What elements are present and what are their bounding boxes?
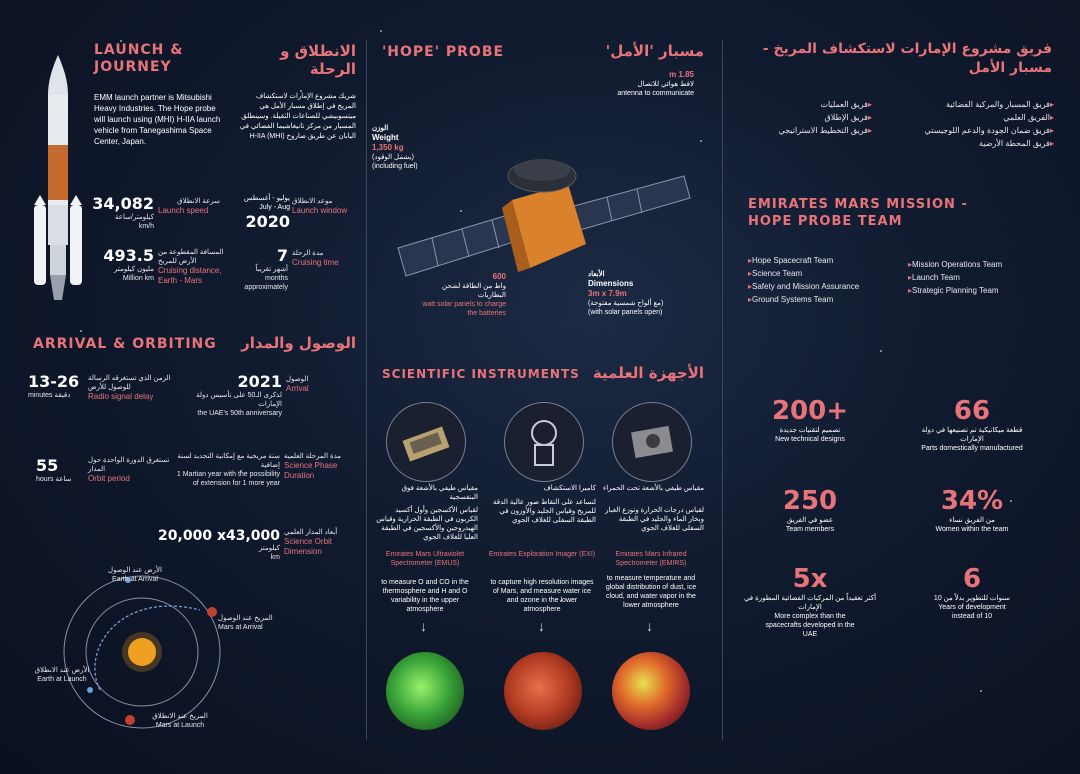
launch-description-en: EMM launch partner is Mitsubishi Heavy Industries. The Hope probe will launch using (MHI) H-IIA launch vehicle from Tanegashima Space Center, Japan. bbox=[94, 93, 221, 146]
stat-label-en: Team members bbox=[785, 526, 835, 533]
launch-speed-unit: km/h bbox=[138, 223, 154, 230]
team-item: ▸ Safety and Mission Assurance bbox=[748, 280, 898, 293]
emirs-arrow-icon: ↓ bbox=[646, 618, 653, 634]
cruise-unit: months approximately bbox=[244, 275, 288, 291]
arrival-label bbox=[286, 375, 352, 394]
mars-arrival-dot bbox=[207, 607, 217, 617]
launch-title-ar: الانطلاق و الرحلة bbox=[280, 42, 356, 78]
stat-label-ar: قطعة ميكانيكية تم تصنيعها في دولة الإمارات bbox=[921, 427, 1023, 443]
rocket-illustration bbox=[30, 55, 86, 305]
earth-arrival-label bbox=[90, 566, 180, 584]
launch-speed-label-ar: سرعة الانطلاق bbox=[177, 198, 220, 205]
exi-desc-ar: لتساعد على التقاط صور عالية الدقة للمريخ وقياس الجليد والأوزون في الطبقة السفلى للغلاف الجوي bbox=[493, 499, 596, 524]
team-item: ▸ Strategic Planning Team bbox=[908, 284, 1048, 297]
stat-label-ar: سنوات للتطوير بدلاً من 10 bbox=[933, 595, 1011, 602]
stat-women bbox=[912, 486, 1032, 534]
mars-arrival-label-en: Mars at Arrival bbox=[218, 624, 263, 631]
stat-development-years bbox=[912, 564, 1032, 621]
signal-delay-label bbox=[88, 374, 184, 402]
stat-label-ar: عضو في الفريق bbox=[786, 517, 834, 524]
stat-value: 66 bbox=[953, 396, 991, 426]
arrival-title-ar: الوصول والمدار bbox=[241, 334, 356, 352]
distance-stat bbox=[84, 246, 154, 283]
power-label-ar: واط من الطاقة لشحن البطاريات bbox=[442, 283, 506, 299]
launch-speed-value: 34,082 bbox=[92, 194, 154, 213]
stat-label-en: Women within the team bbox=[935, 526, 1009, 533]
weight-callout bbox=[372, 124, 452, 171]
distance-label-en: Cruising distance, Earth - Mars bbox=[158, 266, 222, 285]
orbit-dimension-label bbox=[284, 528, 356, 557]
antenna-label-ar: لاقط هوائي للاتصال bbox=[637, 81, 694, 88]
science-phase-stat bbox=[176, 452, 280, 488]
cruise-value: 7 bbox=[276, 246, 288, 265]
arrival-date-stat bbox=[196, 372, 282, 418]
stat-value: 6 bbox=[962, 564, 982, 594]
mars-launch-label-ar: المريخ عند الانطلاق bbox=[152, 713, 208, 720]
team-item: ▸ فريق التخطيط الاستراتيجي bbox=[740, 124, 872, 137]
probe-title-en: 'HOPE' PROBE bbox=[382, 44, 505, 60]
stat-value: 5x bbox=[792, 564, 828, 594]
arrival-note-ar: لذكرى الـ50 على تأسيس دولة الإمارات bbox=[196, 392, 282, 408]
signal-delay-unit: minutes bbox=[28, 392, 53, 399]
antenna-label: antenna to communicate bbox=[617, 90, 694, 97]
team-item: ▸ فريق الإطلاق bbox=[740, 111, 872, 124]
launch-speed-label-en: Launch speed bbox=[158, 206, 209, 215]
stat-label-en: New technical designs bbox=[775, 436, 845, 443]
instruments-title-ar: الأجهزة العلمية bbox=[592, 364, 704, 382]
arrival-year: 2021 bbox=[237, 372, 282, 391]
team-list-en-left bbox=[748, 254, 898, 306]
emus-name: Emirates Mars Ultraviolet Spectrometer (EMUS) bbox=[385, 551, 465, 567]
earth-launch-label bbox=[22, 666, 102, 684]
launch-description-ar: شريك مشروع الإمارات لاستكشاف المريخ في إطلاق مسبار الأمل هي ميتسوبيشي للصناعات الثقيلة. وسينطلق المسبار من مركز تانيغاشيما الفضائي في اليابان عن طريق صاروخ H-IIA (MHI) bbox=[239, 93, 356, 140]
weight-value: 1,350 kg bbox=[372, 143, 404, 152]
team-item: ▸ Mission Operations Team bbox=[908, 258, 1048, 271]
stat-label-ar: أكثر تعقيداً من المركبات الفضائية المطورة في الإمارات bbox=[743, 595, 877, 611]
arrival-title-en: ARRIVAL & ORBITING bbox=[33, 336, 217, 352]
team-item: ▸ فريق ضمان الجودة والدعم اللوجيستي bbox=[876, 124, 1054, 137]
orbit-dimension-value: 20,000 x43,000 bbox=[158, 528, 280, 544]
orbit-period-stat bbox=[36, 456, 80, 484]
distance-label bbox=[158, 248, 224, 286]
launch-window-stat bbox=[218, 194, 290, 231]
dimensions-note-ar: (مع ألواح شمسية مفتوحة) bbox=[588, 300, 664, 307]
team-item: ▸ Science Team bbox=[748, 267, 898, 280]
emus-name-ar: مقياس طيفي بالأشعة فوق البنفسجية bbox=[401, 485, 478, 501]
stat-label-en: Years of development instead of 10 bbox=[938, 604, 1006, 620]
stat-new-designs bbox=[750, 396, 870, 444]
power-label: watt solar panels to charge the batteries bbox=[422, 301, 506, 317]
antenna-callout bbox=[564, 70, 694, 98]
earth-arrival-label-en: Earth at Arrival bbox=[112, 576, 158, 583]
orbit-period-label-en: Orbit period bbox=[88, 474, 130, 483]
column-divider-1 bbox=[366, 40, 367, 740]
orbit-dimension-unit-ar: كيلومتر bbox=[258, 545, 280, 552]
dimensions-value: 3m x 7.9m bbox=[588, 289, 627, 298]
exi-desc: to capture high resolution images of Mars, and measure water ice and ozone in the lower atmosphere bbox=[490, 579, 594, 613]
mars-launch-label-en: Mars at Launch bbox=[155, 722, 205, 729]
distance-unit: Million km bbox=[122, 275, 154, 282]
stat-parts-manufactured bbox=[912, 396, 1032, 453]
team-item: ▸ Hope Spacecraft Team bbox=[748, 254, 898, 267]
emirs-name-ar: مقياس طيفي بالأشعة تحت الحمراء bbox=[602, 485, 704, 492]
team-title-ar: فريق مشروع الإمارات لاستكشاف المريخ - مسبار الأمل bbox=[762, 41, 1052, 76]
team-item: ▸ Ground Systems Team bbox=[748, 293, 898, 306]
arrival-label-ar: الوصول bbox=[286, 376, 309, 383]
stat-label-en: Parts domestically manufactured bbox=[921, 445, 1023, 452]
team-item: ▸ فريق العمليات bbox=[740, 98, 872, 111]
power-value: 600 bbox=[492, 272, 506, 281]
launch-window-value-ar: يوليو - أغسطس bbox=[243, 195, 290, 202]
emirs-desc-ar: لقياس درجات الحرارة وتوزع الغبار وبخار الماء والجليد في الطبقة السفلى للغلاف الجوي bbox=[605, 507, 704, 532]
weight-note-ar: (يشمل الوقود) bbox=[372, 154, 414, 161]
science-phase-label bbox=[284, 452, 356, 481]
launch-speed-unit-ar: كيلومتر/ساعة bbox=[115, 214, 154, 221]
weight-note: (including fuel) bbox=[372, 163, 418, 170]
mars-arrival-label-ar: المريخ عند الوصول bbox=[218, 615, 273, 622]
launch-window-label-ar: موعد الانطلاق bbox=[292, 198, 333, 205]
launch-speed-label bbox=[158, 197, 220, 216]
launch-window-label bbox=[292, 197, 358, 216]
cruise-label-ar: مدة الرحلة bbox=[292, 250, 324, 257]
earth-arrival-label-ar: الأرض عند الوصول bbox=[108, 567, 162, 574]
team-item: ▸ Launch Team bbox=[908, 271, 1048, 284]
signal-delay-label-en: Radio signal delay bbox=[88, 392, 154, 401]
instruments-title-en: SCIENTIFIC INSTRUMENTS bbox=[382, 367, 580, 381]
mars-arrival-label bbox=[218, 614, 288, 632]
cruise-label-en: Cruising time bbox=[292, 258, 339, 267]
signal-delay-value: 13-26 bbox=[28, 372, 80, 391]
exi-name: Emirates Exploration Imager (EXI) bbox=[488, 551, 596, 558]
dimensions-label: Dimensions bbox=[588, 279, 634, 288]
earth-launch-dot bbox=[87, 687, 93, 693]
probe-title-ar: مسبار 'الأمل' bbox=[605, 42, 704, 60]
orbit-dimension-label-ar: أبعاد المدار العلمي bbox=[284, 529, 338, 536]
team-item: ▸ الفريق العلمي bbox=[876, 111, 1054, 124]
weight-label-ar: الوزن bbox=[372, 125, 389, 132]
cruise-stat bbox=[230, 246, 288, 292]
stat-label-en: More complex than the spacecrafts developed in the UAE bbox=[765, 613, 855, 638]
dimensions-callout bbox=[588, 270, 698, 317]
exi-mars-image bbox=[504, 652, 582, 730]
mars-launch-label bbox=[140, 712, 220, 730]
exi-name-ar: كاميرا الاستكشاف bbox=[543, 485, 596, 492]
distance-value: 493.5 bbox=[103, 246, 154, 265]
antenna-value: 1.85 m bbox=[669, 70, 694, 79]
distance-label-ar: المسافة المقطوعة من الأرض للمريخ bbox=[158, 249, 224, 265]
team-title-en: EMIRATES MARS MISSION - HOPE PROBE TEAM bbox=[748, 197, 968, 229]
stat-complexity bbox=[740, 564, 880, 639]
science-phase-value: 1 Martian year with the possibility of extension for 1 more year bbox=[176, 471, 280, 487]
emus-arrow-icon: ↓ bbox=[420, 618, 427, 634]
signal-delay-unit-ar: دقيقة bbox=[54, 392, 71, 399]
power-callout bbox=[416, 272, 506, 318]
weight-label: Weight bbox=[372, 133, 399, 142]
emus-desc: to measure O and CO in the thermosphere and H and O variability in the upper atmosphere bbox=[381, 579, 469, 613]
emirs-name: Emirates Mars Infrared Spectrometer (EMIRS) bbox=[615, 551, 687, 567]
stat-value: 200+ bbox=[771, 396, 849, 426]
stat-value: 34% bbox=[940, 486, 1004, 516]
signal-delay-stat bbox=[28, 372, 84, 400]
cruise-unit-ar: أشهر تقريباً bbox=[255, 266, 288, 273]
science-phase-label-ar: مدة المرحلة العلمية bbox=[284, 453, 342, 460]
team-list-ar-right bbox=[876, 98, 1054, 150]
exi-arrow-icon: ↓ bbox=[538, 618, 545, 634]
mars-launch-dot bbox=[125, 715, 135, 725]
stat-label-ar: تصميم لتقنيات جديدة bbox=[779, 427, 841, 434]
distance-unit-ar: مليون كيلومتر bbox=[114, 266, 154, 273]
orbit-period-label bbox=[88, 456, 174, 484]
orbit-period-value: 55 bbox=[36, 456, 59, 475]
stat-team-members bbox=[750, 486, 870, 534]
orbit-period-unit: hours bbox=[36, 476, 54, 483]
stat-value: 250 bbox=[782, 486, 838, 516]
dimensions-label-ar: الأبعاد bbox=[588, 271, 605, 278]
team-list-ar-left bbox=[740, 98, 872, 137]
orbit-dimension-stat bbox=[158, 528, 280, 562]
earth-launch-label-en: Earth at Launch bbox=[37, 676, 87, 683]
team-item: ▸ فريق المسبار والمركبة الفضائية bbox=[876, 98, 1054, 111]
launch-title-en: LAUNCH & JOURNEY bbox=[94, 42, 184, 75]
signal-delay-label-ar: الزمن الذي تستغرقه الرسالة للوصول للأرض bbox=[88, 375, 171, 391]
emirs-instrument-image bbox=[612, 402, 692, 482]
launch-window-year: 2020 bbox=[245, 212, 290, 231]
science-phase-value-ar: سنة مريخية مع إمكانية التجديد لسنة إضافية bbox=[177, 453, 280, 469]
orbit-period-label-ar: تستغرق الدورة الواحدة حول المدار bbox=[88, 457, 170, 473]
dimensions-note: (with solar panels open) bbox=[588, 309, 663, 316]
earth-launch-label-ar: الأرض عند الانطلاق bbox=[34, 667, 90, 674]
launch-window-value: July - Aug bbox=[259, 204, 290, 211]
column-divider-2 bbox=[722, 40, 723, 740]
team-list-en-right bbox=[908, 258, 1048, 297]
arrival-note: the UAE's 50th anniversary bbox=[197, 410, 282, 417]
orbit-dimension-unit: km bbox=[270, 554, 280, 561]
emirs-desc: to measure temperature and global distribution of dust, ice cloud, and water vapor in the lower atmosphere bbox=[605, 575, 697, 609]
orbit-dimension-label-en: Science Orbit Dimension bbox=[284, 537, 333, 556]
arrival-label-en: Arrival bbox=[286, 384, 309, 393]
exi-instrument-image bbox=[504, 402, 584, 482]
cruise-label bbox=[292, 249, 358, 268]
launch-window-label-en: Launch window bbox=[292, 206, 348, 215]
emirs-thermal-mars-image bbox=[612, 652, 690, 730]
launch-speed-stat bbox=[84, 194, 154, 231]
orbit-period-unit-ar: ساعة bbox=[55, 476, 72, 483]
stat-label-ar: من الفريق نساء bbox=[949, 517, 995, 524]
science-phase-label-en: Science Phase Duration bbox=[284, 461, 338, 480]
emus-green-planet-image bbox=[386, 652, 464, 730]
emus-desc-ar: لقياس الأكسجين وأول أكسيد الكربون في الطبقة الحرارية وقياس الهيدروجين والأكسجين في الطبقة العليا للغلاف الجوي bbox=[376, 507, 478, 541]
emus-instrument-image bbox=[386, 402, 466, 482]
team-item: ▸ فريق المحطة الأرضية bbox=[876, 137, 1054, 150]
